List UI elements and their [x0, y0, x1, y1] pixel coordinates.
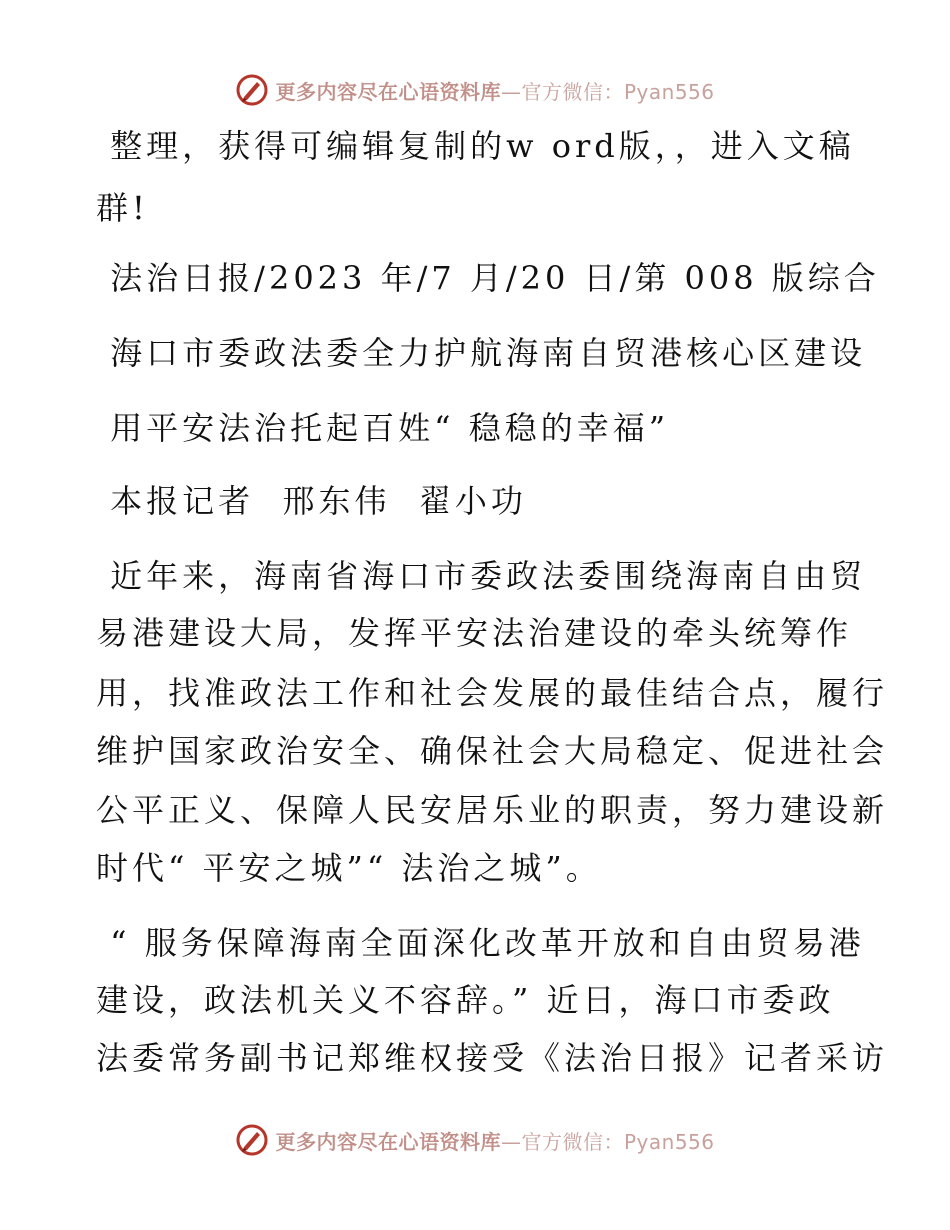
text-line: 群!	[96, 189, 149, 227]
byline: 本报记者 邢东伟 翟小功	[96, 482, 527, 520]
watermark-separator: —	[500, 79, 522, 104]
text-line: 维护国家政治安全、确保社会大局稳定、促进社会	[96, 732, 889, 770]
watermark-official: 官方微信：	[521, 79, 624, 104]
watermark-brand: 更多内容尽在心语资料库	[275, 1129, 501, 1154]
watermark-header	[0, 70, 950, 110]
text-line: 易港建设大局，发挥平安法治建设的牵头统筹作	[96, 614, 853, 652]
watermark-separator: —	[500, 1129, 522, 1154]
headline: 海口市委政法委全力护航海南自贸港核心区建设	[96, 334, 867, 372]
subheadline: 用平安法治托起百姓“ 稳稳的幸福”	[96, 409, 670, 447]
watermark-account: Pyan556	[623, 1129, 715, 1154]
watermark-text	[275, 76, 714, 105]
watermark-official: 官方微信：	[521, 1129, 624, 1154]
watermark-text	[275, 1126, 714, 1155]
text-line: 用，找准政法工作和社会发展的最佳结合点，履行	[96, 674, 889, 712]
text-line: “ 服务保障海南全面深化改革开放和自由贸易港	[96, 924, 865, 962]
text-line: 建设，政法机关义不容辞。” 近日，海口市委政	[96, 981, 835, 1019]
watermark-account: Pyan556	[623, 79, 715, 104]
publication-line: 法治日报/2023 年/7 月/20 日/第 008 版综合	[96, 259, 880, 297]
pen-logo-icon	[235, 1123, 269, 1157]
text-line: 整理，获得可编辑复制的w ord版，，进入文稿	[96, 127, 855, 165]
pen-logo-icon	[235, 73, 269, 107]
text-line: 近年来，海南省海口市委政法委围绕海南自由贸	[96, 557, 867, 595]
text-line: 时代“ 平安之城”“ 法治之城”。	[96, 849, 602, 887]
text-line: 公平正义、保障人民安居乐业的职责，努力建设新	[96, 791, 889, 829]
text-line: 法委常务副书记郑维权接受《法治日报》记者采访	[96, 1039, 889, 1077]
watermark-footer	[0, 1120, 950, 1160]
watermark-brand: 更多内容尽在心语资料库	[275, 79, 501, 104]
